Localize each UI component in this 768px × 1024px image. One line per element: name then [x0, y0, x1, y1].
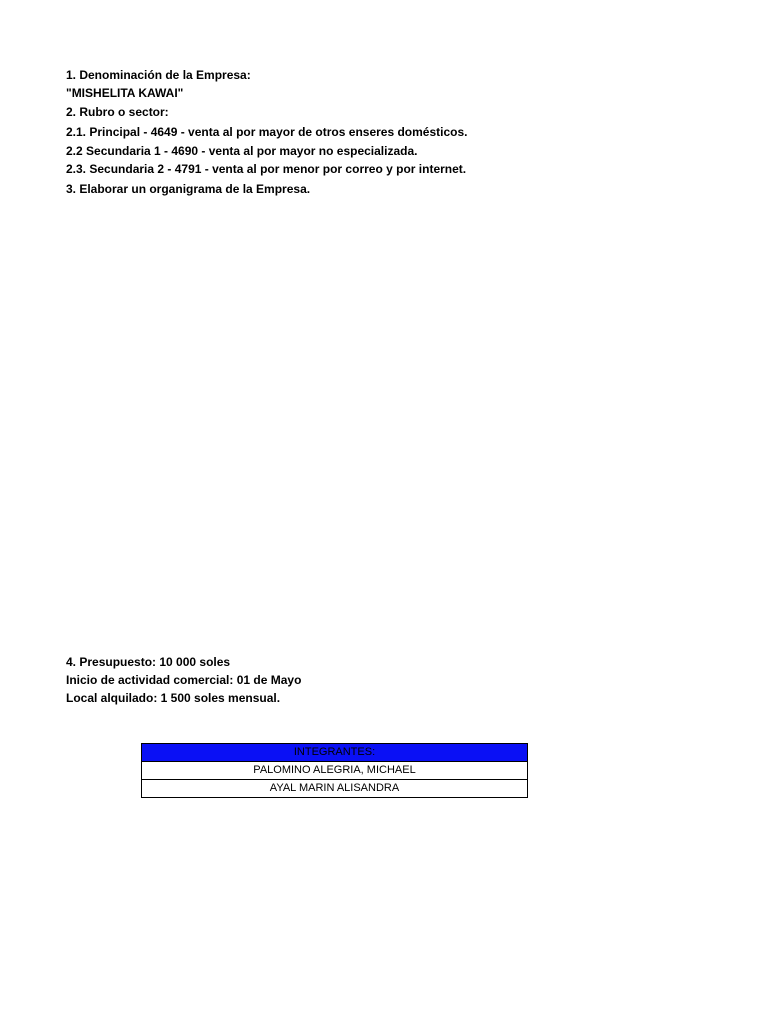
sector-principal: 2.1. Principal - 4649 - venta al por mayor de otros enseres domésticos. [66, 125, 468, 139]
start-date-line: Inicio de actividad comercial: 01 de Mayo [66, 673, 302, 687]
member-name: PALOMINO ALEGRIA, MICHAEL [142, 762, 528, 780]
sector-heading: 2. Rubro o sector: [66, 105, 169, 119]
budget-line: 4. Presupuesto: 10 000 soles [66, 655, 231, 669]
members-table-header: INTEGRANTES: [142, 744, 528, 762]
members-table-header-row [142, 744, 528, 762]
sector-secundaria-2: 2.3. Secundaria 2 - 4791 - venta al por menor por correo y por internet. [66, 162, 467, 176]
sector-secundaria-1: 2.2 Secundaria 1 - 4690 - venta al por mayor no especializada. [66, 144, 418, 158]
members-table [141, 743, 528, 798]
company-name-value: "MISHELITA KAWAI" [66, 86, 184, 100]
member-name: AYAL MARIN ALISANDRA [142, 780, 528, 798]
table-row [142, 762, 528, 780]
organigram-heading: 3. Elaborar un organigrama de la Empresa. [66, 182, 311, 196]
company-name-heading: 1. Denominación de la Empresa: [66, 68, 251, 82]
table-row [142, 780, 528, 798]
rent-line: Local alquilado: 1 500 soles mensual. [66, 691, 281, 705]
